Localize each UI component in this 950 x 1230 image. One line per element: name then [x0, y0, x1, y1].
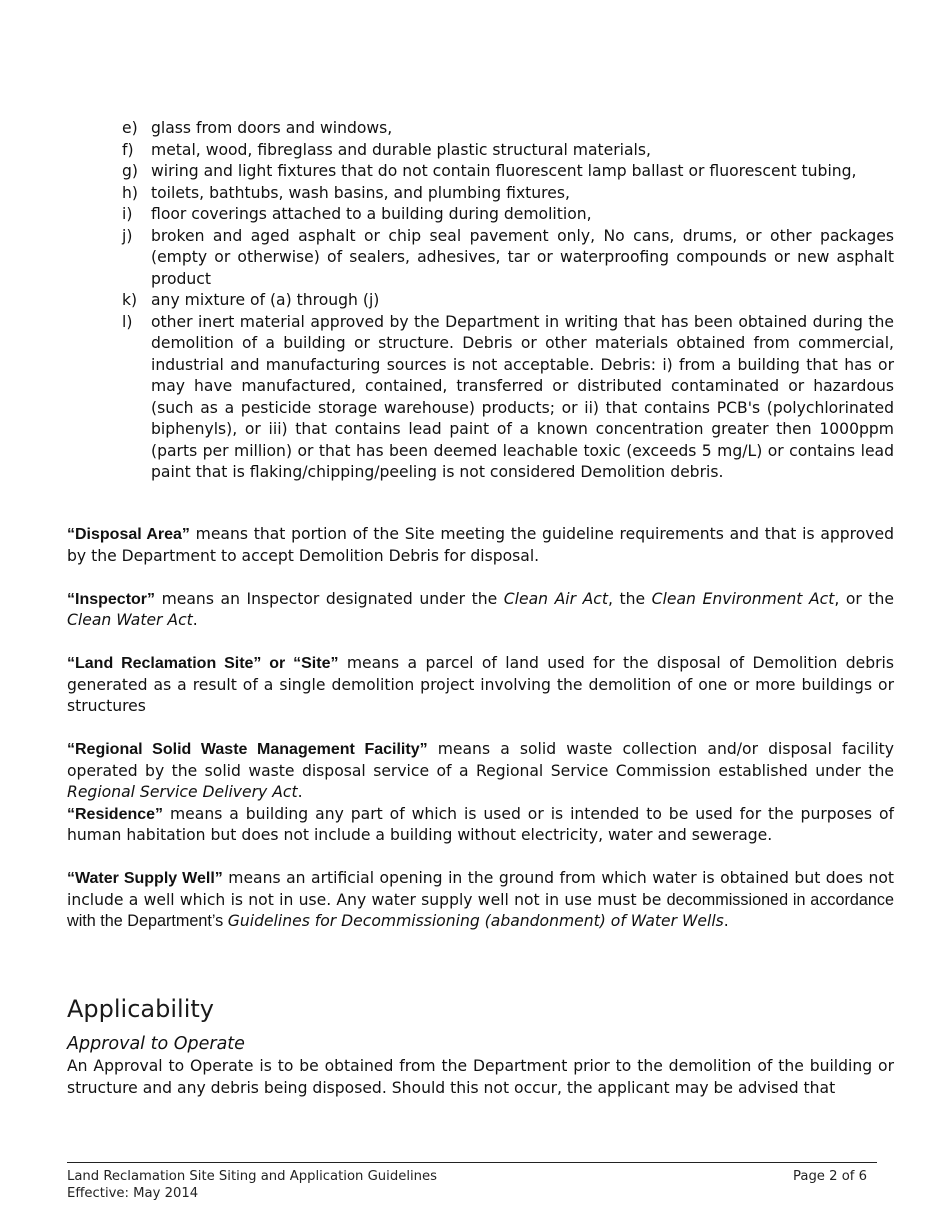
list-item	[110, 161, 894, 183]
list-text: metal, wood, fibreglass and durable plastic structural materials,	[151, 140, 651, 159]
section-heading: Applicability	[67, 995, 214, 1023]
list-marker: h)	[122, 183, 138, 202]
definition-term: “Land Reclamation Site” or “Site”	[67, 655, 339, 672]
definition-text: means an artificial opening in the ground from which water is obtained but does not include a well which is not in use. Any water supply well not in use must be	[67, 869, 895, 909]
list-item	[110, 226, 894, 291]
list-text: toilets, bathtubs, wash basins, and plumbing fixtures,	[151, 183, 570, 202]
act-name: Clean Environment Act	[651, 589, 835, 608]
list-marker: f)	[122, 140, 134, 159]
act-name: Regional Service Delivery Act	[67, 783, 298, 801]
definition-text: decommissioned in accordance with the Department’s	[67, 890, 894, 930]
definition-text: .	[723, 912, 729, 930]
definition-residence	[67, 804, 894, 847]
definition-term: “Regional Solid Waste Management Facility”	[67, 741, 428, 758]
list-text: other inert material approved by the Department in writing that has been obtained during the demolition of a building or structure. Debris or other materials obtained from commercial, industrial and manufacturing sources is not acceptable. Debris: i) from a building that has or may have manufactured, contained, transferred or distributed contaminated or hazardous (such as a pesticide storage warehouse) products; or ii) that contains PCB's (polychlorinated biphenyls), or iii) that contains lead paint of a known concentration greater then 1000ppm (parts per million) or that has been deemed leachable toxic (exceeds 5 mg/L) or contains lead paint that is flaking/chipping/peeling is not considered Demolition debris.	[151, 312, 894, 481]
list-text: glass from doors and windows,	[151, 119, 393, 137]
list-item	[110, 118, 894, 140]
definition-term: “Water Supply Well”	[67, 870, 223, 887]
footer-left	[67, 1168, 437, 1202]
definition-regional-facility	[67, 739, 894, 804]
list-marker: g)	[122, 162, 138, 180]
list-item	[110, 204, 894, 226]
definition-text: .	[297, 783, 303, 801]
footer-divider	[67, 1162, 877, 1163]
act-name: Clean Air Act	[503, 589, 608, 608]
act-name: Clean Water Act	[67, 611, 193, 629]
section-paragraph: An Approval to Operate is to be obtained from the Department prior to the demolition of the building or structure and any debris being disposed. Should this not occur, the applicant may be advised that	[67, 1057, 894, 1097]
definition-term: “Inspector”	[67, 590, 156, 608]
materials-list	[110, 118, 894, 484]
definition-text: means an Inspector designated under the	[155, 589, 504, 608]
list-text: any mixture of (a) through (j)	[151, 291, 380, 309]
definition-text: means a parcel of land used for the disposal of Demolition debris generated as a result of a single demolition project involving the demolition of one or more buildings or structures	[67, 654, 894, 715]
list-text: broken and aged asphalt or chip seal pavement only, No cans, drums, or other packages (empty or otherwise) of sealers, adhesives, tar or waterproofing compounds or new asphalt product	[151, 226, 894, 288]
definition-term: “Residence”	[67, 805, 164, 823]
footer-effective-date: Effective: May 2014	[67, 1186, 199, 1201]
list-marker: i)	[122, 205, 133, 223]
definition-land-reclamation-site	[67, 653, 894, 718]
definition-water-supply-well	[67, 868, 894, 933]
definition-text: , or the	[834, 589, 895, 608]
list-item	[110, 312, 894, 484]
definition-inspector	[67, 589, 894, 632]
definition-disposal-area	[67, 524, 894, 567]
list-marker: l)	[122, 312, 133, 331]
list-marker: k)	[122, 291, 138, 309]
definition-text: .	[192, 611, 198, 629]
list-text: wiring and light fixtures that do not contain fluorescent lamp ballast or fluorescent tubing,	[151, 162, 857, 180]
list-item	[110, 183, 894, 205]
list-item	[110, 140, 894, 162]
definition-text: means a building any part of which is used or is intended to be used for the purposes of human habitation but does not include a building without electricity, water and sewerage.	[67, 804, 894, 844]
list-marker: j)	[122, 226, 133, 245]
list-marker: e)	[122, 119, 138, 137]
footer-page-number: Page 2 of 6	[793, 1169, 867, 1184]
list-text: floor coverings attached to a building during demolition,	[151, 205, 592, 223]
guideline-name: Guidelines for Decommissioning (abandonment) of Water Wells	[227, 912, 724, 930]
definitions	[67, 524, 894, 933]
definition-text: , the	[607, 589, 652, 608]
section-subheading: Approval to Operate	[67, 1034, 245, 1054]
list-item	[110, 290, 894, 312]
definition-text: means that portion of the Site meeting the guideline requirements and that is approved by the Department to accept Demolition Debris for disposal.	[67, 525, 894, 565]
definition-term: “Disposal Area”	[67, 526, 190, 543]
definition-text: means a solid waste collection and/or disposal facility operated by the solid waste disposal service of a Regional Service Commission established under the	[67, 740, 894, 780]
footer-title: Land Reclamation Site Siting and Application Guidelines	[67, 1169, 437, 1184]
